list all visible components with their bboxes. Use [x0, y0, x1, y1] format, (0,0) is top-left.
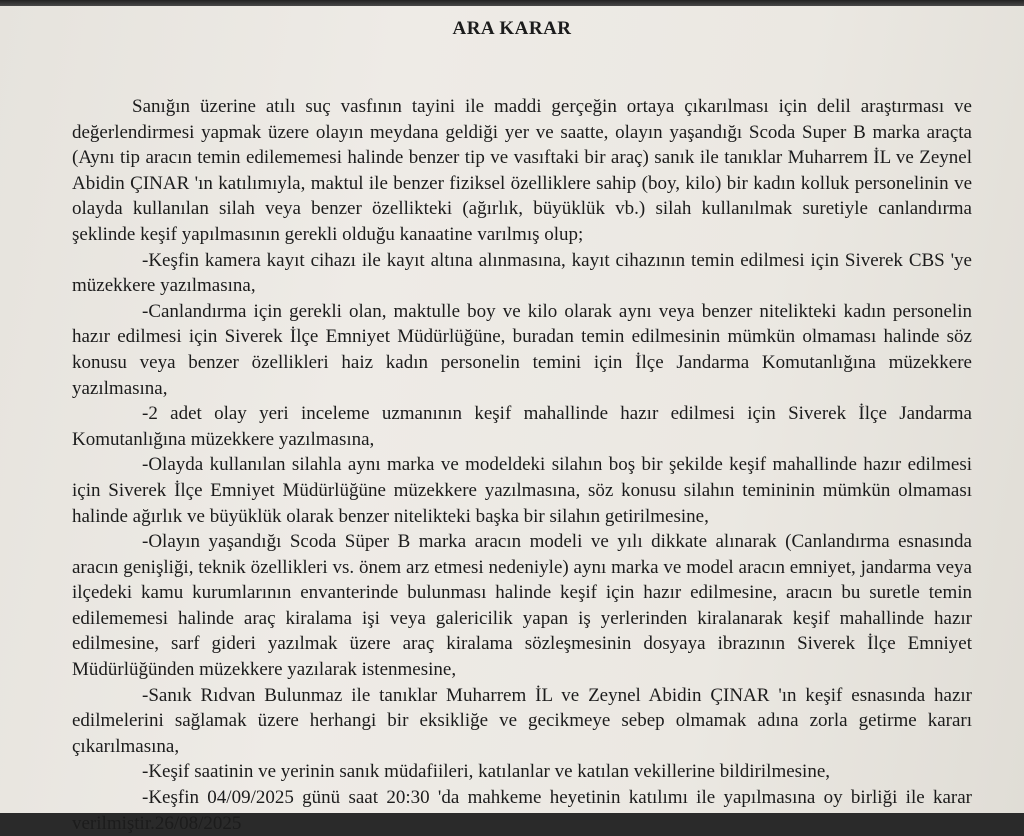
decision-item-camera-recording: -Keşfin kamera kayıt cihazı ile kayıt altına alınmasına, kayıt cihazının temin edilmesi için Siverek CBS 'ye müzekkere yazılmasına,	[72, 249, 972, 297]
decision-item-female-personnel: -Canlandırma için gerekli olan, maktulle boy ve kilo olarak aynı veya benzer nitelikteki kadın personelin hazır edilmesi için Siverek İlçe Emniyet Müdürlüğüne, buradan temin edilmesinin mümkün olmaması halinde söz konusu veya benzer özellikleri haiz kadın personelin temini için İlçe Jandarma Komutanlığına müzekkere yazılmasına,	[72, 300, 972, 399]
decision-item-weapon: -Olayda kullanılan silahla aynı marka ve modeldeki silahın boş bir şekilde keşif mahallinde hazır edilmesi için Siverek İlçe Emniyet Müdürlüğüne müzekkere yazılmasına, söz konusu silahın temininin mümkün olmaması halinde ağırlık ve büyüklük olarak benzer nitelikteki başka bir silahın getirilmesine,	[72, 454, 972, 527]
decision-item-vehicle: -Olayın yaşandığı Scoda Süper B marka aracın modeli ve yılı dikkate alınarak (Canlandırma esnasında aracın genişliği, teknik özellikleri vs. önem arz etmesi nedeniyle) aynı marka ve model aracın emniyet, jandarma veya ilçedeki kamu kurumlarının envanterinde bulunması halinde keşif için hazır edilmesine, aracın bu suretle temin edilememesi halinde araç kiralama işi veya galericilik yapan iş yerlerinden kiralanarak keşif mahallinde hazır edilmesine, sarf gideri yazılmak üzere araç kiralama sözleşmesinin dosyaya ibrazının Siverek İlçe Emniyet Müdürlüğünden müzekkere yazılarak istenmesine,	[72, 531, 972, 681]
decision-item-notification: -Keşif saatinin ve yerinin sanık müdafiileri, katılanlar ve katılan vekillerine bildirilmesine,	[142, 761, 831, 783]
intro-paragraph: Sanığın üzerine atılı suç vasfının tayini ile maddi gerçeğin ortaya çıkarılması için delil araştırması ve değerlendirmesi yapmak üzere olayın meydana geldiği yer ve saatte, olayın yaşandığı Scoda Super B marka araçta (Aynı tip aracın temin edilememesi halinde benzer tip ve vasıftaki bir araç) sanık ile tanıklar Muharrem İL ve Zeynel Abidin ÇINAR 'ın katılımıyla, maktul ile benzer fiziksel özelliklere sahip (boy, kilo) bir kadın kolluk personelinin ve olayda kullanılan silah veya benzer özellikteki (ağırlık, büyüklük vb.) silah kullanılmak suretiyle canlandırma şeklinde keşif yapılmasının gerekli olduğu kanaatine varılmış olup;	[72, 96, 972, 245]
document-page	[0, 6, 1024, 834]
decision-item-crime-scene-experts: -2 adet olay yeri inceleme uzmanının keşif mahallinde hazır edilmesi için Siverek İlçe Jandarma Komutanlığına müzekkere yazılmasına,	[72, 403, 972, 450]
document-body	[72, 94, 972, 836]
document-title: ARA KARAR	[452, 18, 572, 39]
decision-item-compulsory-attendance: -Sanık Rıdvan Bulunmaz ile tanıklar Muharrem İL ve Zeynel Abidin ÇINAR 'ın keşif esnasında hazır edilmelerini sağlamak üzere herhangi bir eksikliğe ve gecikmeye sebep olmamak adına zorla getirme kararı çıkarılmasına,	[72, 684, 972, 757]
decision-item-date-and-verdict: -Keşfin 04/09/2025 günü saat 20:30 'da mahkeme heyetinin katılımı ile yapılmasına oy birliği ile karar verilmiştir.26/08/2025	[72, 787, 972, 834]
